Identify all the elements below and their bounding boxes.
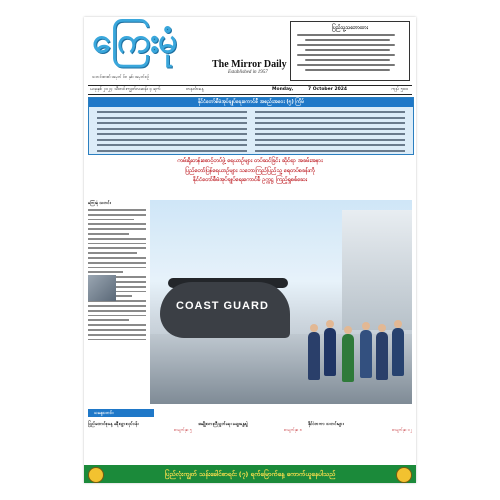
news-thumbnail — [88, 275, 116, 301]
banner-line-3: နိုင်ငံတော်စီမံအုပ်ချုပ်ရေးကောင်စီ ဥက္ကဋ္ဌ ကြည့်ရှုစစ်ဆေး — [193, 177, 307, 183]
date: 7 October 2024 — [308, 87, 348, 92]
index-page: စာမျက်နှာ ၅ — [174, 427, 192, 432]
bottom-section-label: ယနေ့သတင်း — [88, 409, 154, 417]
person-officer — [392, 328, 404, 376]
established-line: Established in 1957 — [228, 70, 268, 75]
ship-superstructure — [342, 210, 412, 330]
person-officer — [360, 330, 372, 378]
banner-line-2: ပြည်တော်ပြန်ရေယာဉ်များ သဘောကြည်ပြည်သူ့ ရေတပ်စခန်းကို — [185, 167, 315, 174]
lead-column-left — [97, 111, 247, 155]
coast-guard-label: COAST GUARD — [176, 300, 269, 312]
lead-column-right — [255, 111, 405, 155]
newspaper-logo: ကြေးမုံ — [92, 21, 177, 61]
index-title: နိုင်ငံတကာ သတင်းများ — [308, 421, 344, 426]
footer-banner — [84, 465, 416, 483]
census-logo-icon — [396, 467, 412, 483]
left-column-heading: ကြေးမုံ သတင်း — [88, 200, 111, 205]
lead-story — [88, 97, 414, 155]
price: ကျပ် ၅၀၀ — [391, 87, 408, 92]
masthead-line: သတင်းစာ၏ အမှတ် ၆၈ နှစ်၊ အမှတ်စဉ် — [92, 74, 150, 79]
english-name: The Mirror Daily — [212, 59, 287, 70]
dateline — [88, 85, 412, 95]
footer-slogan: ပြည်လုံးကျွတ် သန်းခေါင်စာရင်း (၇) ရက်မြောက်နေ့ ကောက်ယူနေပါသည် — [164, 470, 336, 478]
myanmar-day: တနင်္လာနေ့ — [186, 87, 204, 92]
person-officer — [324, 328, 336, 376]
notice-text-lines — [297, 34, 403, 74]
index-title: ပြည်ထောင်စုနေ့ ခရီးသွားလုပ်ငန်း — [88, 421, 139, 426]
weekday: Monday, — [272, 87, 294, 92]
index-page: စာမျက်နှာ ၁၂ — [392, 427, 412, 432]
index-column-2 — [198, 421, 302, 433]
emblem-icon — [88, 467, 104, 483]
masthead — [84, 17, 416, 83]
main-banner-headline — [88, 157, 412, 197]
index-column-3 — [308, 421, 412, 433]
notice-box — [290, 21, 410, 81]
index-page: စာမျက်နှာ ၈ — [284, 427, 302, 432]
person-officer — [376, 332, 388, 380]
bottom-index — [88, 409, 412, 459]
banner-line-1: ကမ်းရိုးတန်းစောင့်တပ်ဖွဲ့ ရေယာဉ်များ တပ်ဆင်ခြင်း ဆိုင်ရာ အခမ်းအနား — [177, 158, 323, 164]
myanmar-date: ယခုနှစ် ၂၀၂၄ သီတင်းကျွတ်လဆန်း ၄ ရက် — [90, 87, 161, 92]
lead-photo — [150, 200, 412, 404]
newspaper-front-page — [84, 17, 416, 483]
ship-deck — [150, 334, 412, 404]
index-title: အမျိုးသားညီညွတ်ရေး ဆွေးနွေးပွဲ — [198, 421, 248, 426]
lead-headline: နိုင်ငံတော်စီမံအုပ်ချုပ်ရေးကောင်စီ အစည်းအဝေး (၅) ကြိမ် — [89, 98, 413, 107]
notice-title: ပြည်သူ့သဘောထား — [332, 25, 368, 31]
index-column-1 — [88, 421, 192, 433]
person-officer — [308, 332, 320, 380]
person-general — [342, 334, 354, 382]
